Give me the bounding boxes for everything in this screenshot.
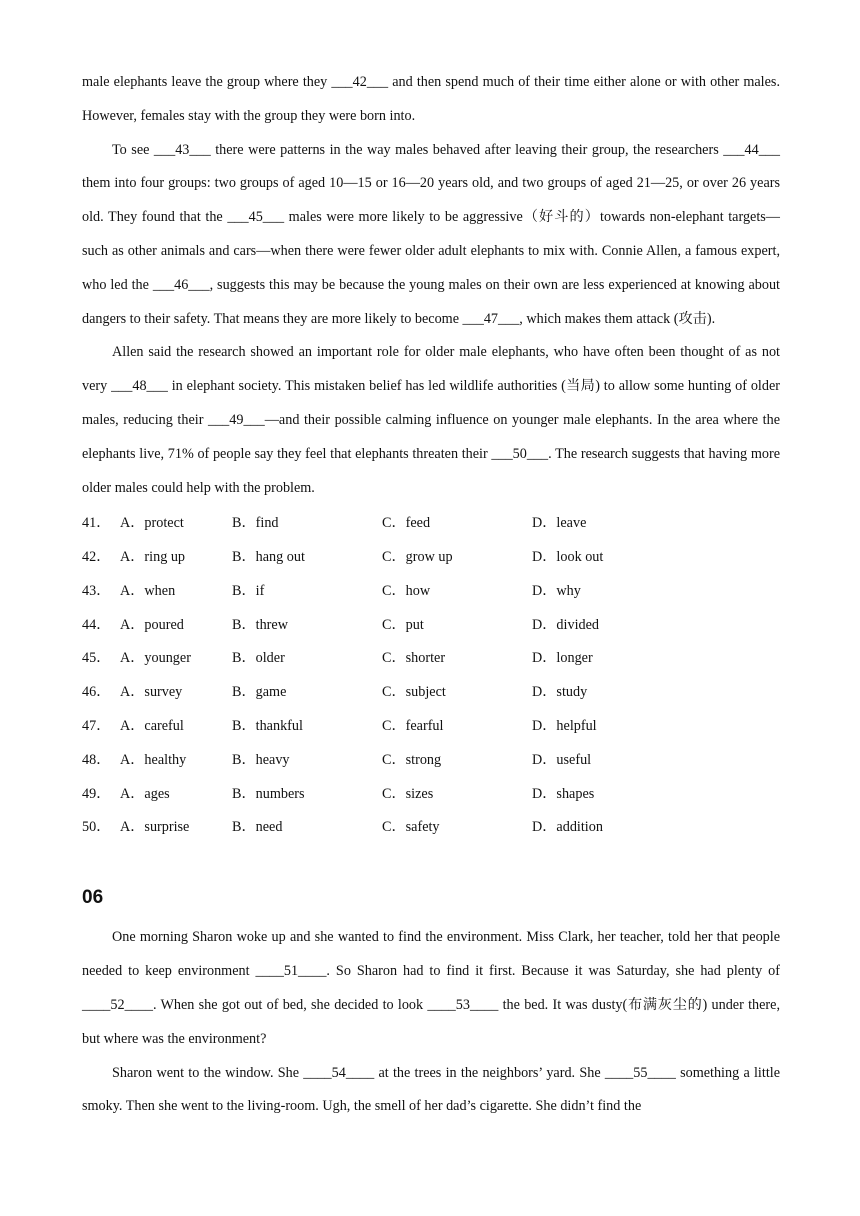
option-d: D．look out [532,549,604,566]
option-b: B．threw [232,616,288,633]
option-a: A．poured [120,616,184,633]
option-c: C．safety [382,819,440,836]
paragraph: Allen said the research showed an important role for older male elephants, who have often been thought of as not very ___48___ in elephant society. This mistaken belief has led wildlife authorities (当局) to allow some hunting of older males, reducing their ___49___—and their possible calming influence on younger male elephants. In the area where the elephants live, 71% of people say they feel that elephants threaten their ___50___. The research suggests that having more older males could help with the problem. [82,344,780,496]
option-b: B．older [232,650,285,667]
option-d: D．divided [532,616,599,633]
option-row [82,573,780,607]
option-d: D．addition [532,819,603,836]
option-a: A．protect [120,515,184,532]
option-a: A．careful [120,718,184,735]
option-b: B．numbers [232,785,305,802]
document-page [82,66,780,1124]
option-row [82,810,780,844]
option-row [82,742,780,776]
question-number: 42． [82,549,111,566]
question-number: 49． [82,785,111,802]
option-c: C．grow up [382,549,453,566]
option-c: C．feed [382,515,431,532]
option-c: C．sizes [382,785,434,802]
option-c: C．strong [382,751,442,768]
paragraph: male elephants leave the group where they ___42___ and then spend much of their time either alone or with other males. However, females stay with the group they were born into. [82,74,780,124]
option-d: D．study [532,684,588,701]
option-b: B．need [232,819,283,836]
option-a: A．ages [120,785,170,802]
answer-options [82,505,780,843]
option-b: B．find [232,515,279,532]
question-number: 47． [82,718,111,735]
question-number: 44． [82,616,111,633]
option-a: A．when [120,582,176,599]
option-row [82,505,780,539]
question-number: 41． [82,515,111,532]
option-a: A．younger [120,650,191,667]
question-number: 48． [82,751,111,768]
option-b: B．game [232,684,287,701]
option-d: D．useful [532,751,592,768]
option-c: C．put [382,616,424,633]
option-c: C．fearful [382,718,444,735]
question-number: 43． [82,582,111,599]
option-b: B．hang out [232,549,305,566]
option-b: B．heavy [232,751,290,768]
paragraph: Sharon went to the window. She ____54____ at the trees in the neighbors’ yard. She ____55____ something a little smoky. Then she went to the living-room. Ugh, the smell of her dad’s cigarette. She didn’t find the [82,1064,780,1115]
option-a: A．healthy [120,751,187,768]
option-a: A．survey [120,684,183,701]
option-d: D．why [532,582,581,599]
question-number: 46． [82,684,111,701]
option-d: D．shapes [532,785,595,802]
option-b: B．thankful [232,718,303,735]
option-a: A．ring up [120,549,186,566]
option-a: A．surprise [120,819,190,836]
option-b: B．if [232,582,265,599]
question-number: 45． [82,650,111,667]
option-d: D．longer [532,650,593,667]
option-c: C．subject [382,684,446,701]
option-c: C．how [382,582,431,599]
option-row [82,607,780,641]
option-row [82,708,780,742]
option-row [82,776,780,810]
option-d: D．leave [532,515,587,532]
option-row [82,641,780,675]
paragraph: To see ___43___ there were patterns in the way males behaved after leaving their group, the researchers ___44___ them into four groups: two groups of aged 10—15 or 16—20 years old, and two groups of aged 21—25, or over 26 years old. They found that the ___45___ males were more likely to be aggressive（好斗的）towards non-elephant targets—such as other animals and cars—when there were fewer older adult elephants to mix with. Connie Allen, a famous expert, who led the ___46___, suggests this may be because the young males on their own are less experienced at knowing about dangers to their safety. That means they are more likely to become ___47___, which makes them attack (攻击). [82,141,780,327]
option-d: D．helpful [532,718,597,735]
option-c: C．shorter [382,650,446,667]
question-number: 50． [82,819,111,836]
option-row [82,674,780,708]
option-row [82,539,780,573]
paragraph: One morning Sharon woke up and she wanted to find the environment. Miss Clark, her teacher, told her that people needed to keep environment ____51____. So Sharon had to find it first. Because it was Saturday, she had plenty of ____52____. When she got out of bed, she decided to look ____53____ the bed. It was dusty(布满灰尘的) under there, but where was the environment? [82,929,780,1047]
section-number: 06 [82,887,104,909]
